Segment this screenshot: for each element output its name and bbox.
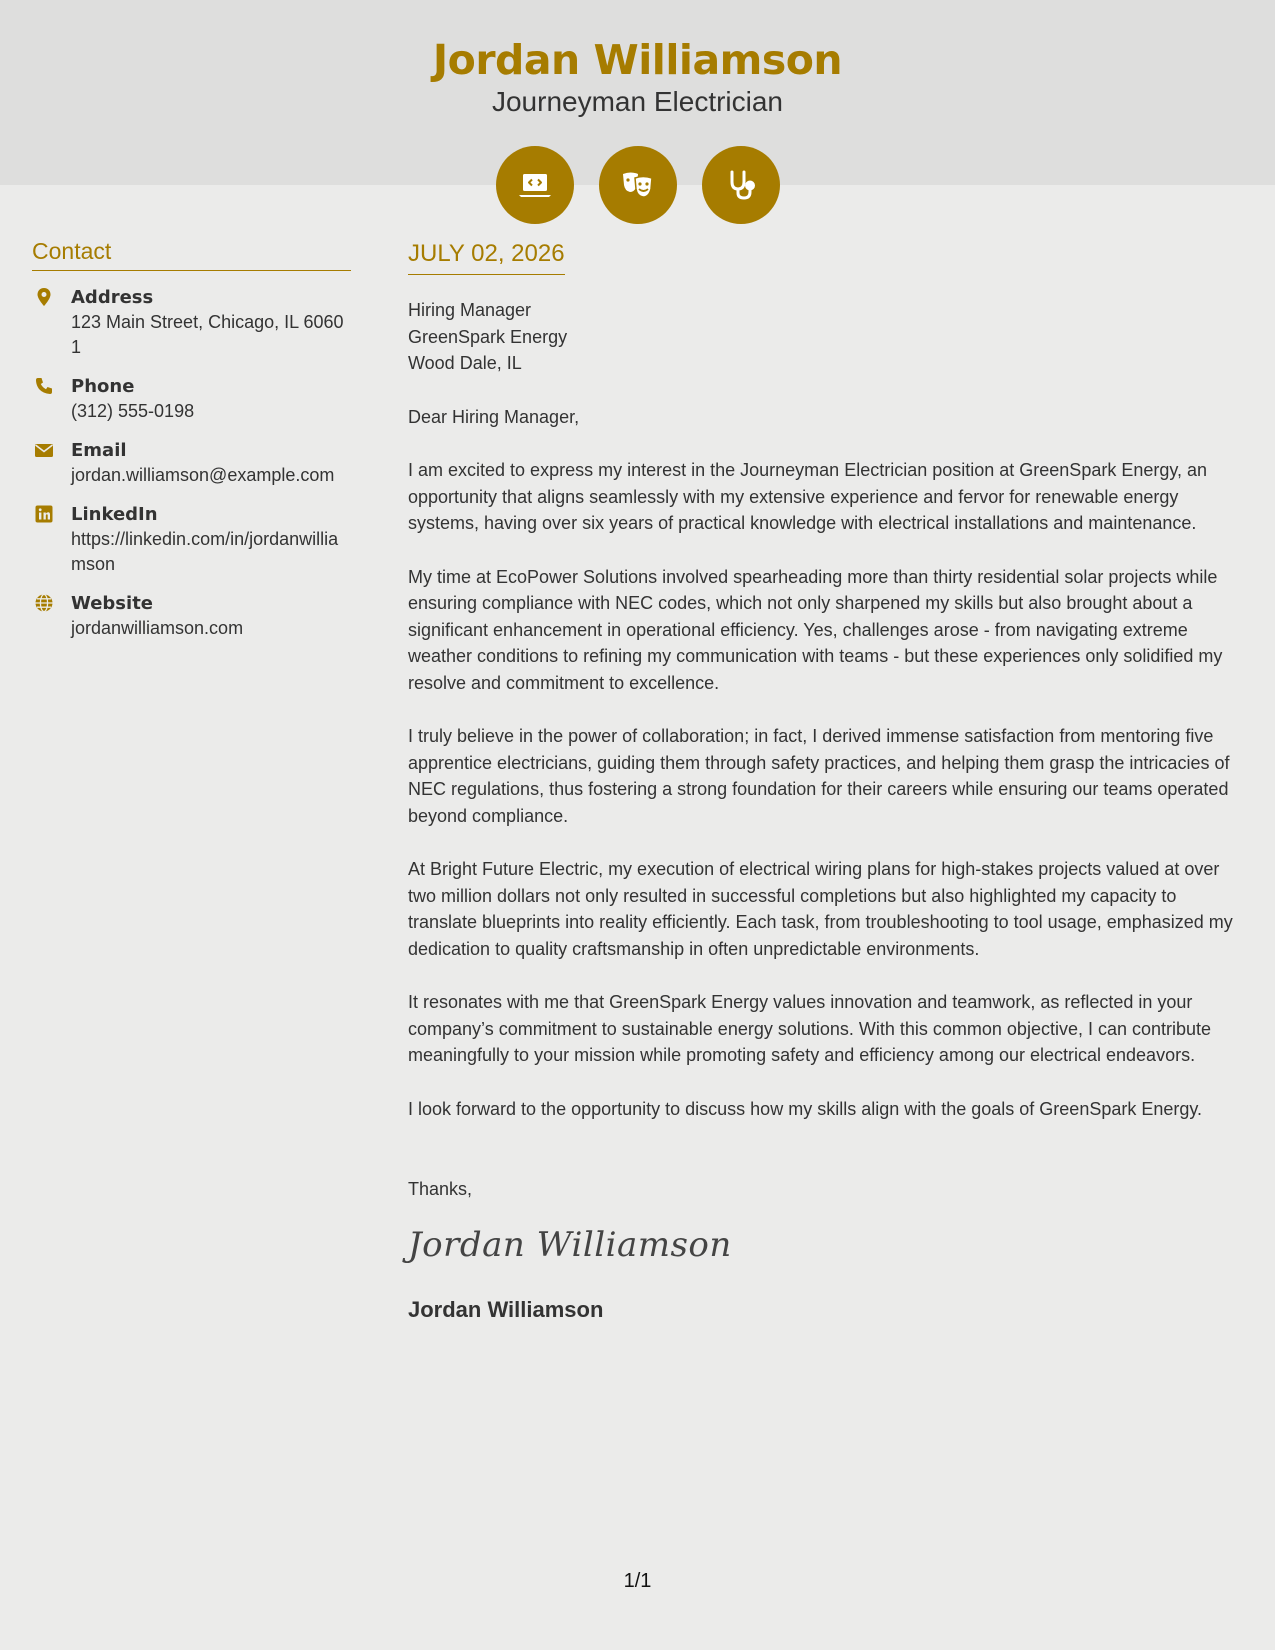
linkedin-icon [34, 504, 54, 524]
paragraph: At Bright Future Electric, my execution of electrical wiring plans for high-stakes projects valued at over two million dollars not only resulted in successful completions but also highlighted my capacity to translate blueprints into reality efficiently. Each task, from troubleshooting to tool usage, emphasized my dedication to quality craftsmanship in often unpredictable environments. [408, 859, 1233, 959]
paragraph: I look forward to the opportunity to discuss how my skills align with the goals of GreenSpark Energy. [408, 1098, 1203, 1119]
letter-date: JULY 02, 2026 [408, 240, 565, 275]
email-value[interactable]: jordan.williamson@example.com [71, 465, 335, 485]
contact-linkedin [32, 502, 351, 577]
globe-icon [34, 593, 54, 613]
handwritten-signature: Jordan Williamson [408, 1224, 732, 1265]
recipient-block [408, 297, 1248, 377]
linkedin-value[interactable]: https://linkedin.com/in/jordanwilliamson [71, 529, 339, 574]
candidate-name: Jordan Williamson [432, 36, 843, 84]
paragraph: My time at EcoPower Solutions involved spearheading more than thirty residential solar projects while ensuring compliance with NEC codes, which not only sharpened my skills but also brought about a significant enhancement in operational efficiency. Yes, challenges arose - from navigating extreme weather conditions to refining my communication with teams - but these experiences only solidified my resolve and commitment to excellence. [408, 566, 1223, 693]
recipient-location: Wood Dale, IL [408, 353, 522, 373]
address-value: 123 Main Street, Chicago, IL 60601 [71, 312, 344, 357]
phone-value: (312) 555-0198 [71, 401, 195, 421]
contact-website [32, 591, 351, 641]
contact-title: Contact [32, 238, 351, 271]
contact-phone [32, 374, 351, 424]
contact-email [32, 438, 351, 488]
closing: Thanks, [408, 1179, 473, 1199]
stethoscope-icon [702, 146, 780, 224]
page-number: 1/1 [623, 1570, 652, 1592]
phone-label: Phone [71, 376, 135, 397]
interest-icons [0, 146, 1275, 224]
candidate-role: Journeyman Electrician [491, 86, 784, 117]
paragraph: It resonates with me that GreenSpark Energy values innovation and teamwork, as reflected in your company’s commitment to sustainable energy solutions. With this common objective, I can contribute meaningfully to your mission while promoting safety and efficiency among our electrical endeavors. [408, 992, 1212, 1065]
contact-address [32, 285, 351, 360]
website-value[interactable]: jordanwilliamson.com [71, 618, 244, 638]
contact-sidebar [32, 238, 351, 641]
greeting: Dear Hiring Manager, [408, 406, 580, 427]
website-label: Website [71, 593, 154, 614]
signer-name: Jordan Williamson [408, 1296, 604, 1322]
map-pin-icon [34, 287, 54, 307]
letter-body [408, 240, 1248, 1323]
laptop-code-icon [496, 146, 574, 224]
recipient-company: GreenSpark Energy [408, 326, 568, 347]
paragraph: I truly believe in the power of collaboration; in fact, I derived immense satisfaction from mentoring five apprentice electricians, guiding them through safety practices, and helping them grasp the intricacies of NEC regulations, thus fostering a strong foundation for their careers while ensuring our teams operated beyond compliance. [408, 726, 1230, 826]
address-label: Address [71, 287, 154, 308]
envelope-icon [34, 440, 54, 460]
linkedin-label: LinkedIn [71, 504, 158, 525]
theater-masks-icon [599, 146, 677, 224]
recipient-name: Hiring Manager [408, 300, 532, 320]
phone-icon [34, 376, 54, 396]
email-label: Email [71, 440, 127, 461]
paragraph: I am excited to express my interest in the Journeyman Electrician position at GreenSpark Energy, an opportunity that aligns seamlessly with my extensive experience and fervor for renewable energy systems, having over six years of practical knowledge with electrical installations and maintenance. [408, 460, 1208, 533]
